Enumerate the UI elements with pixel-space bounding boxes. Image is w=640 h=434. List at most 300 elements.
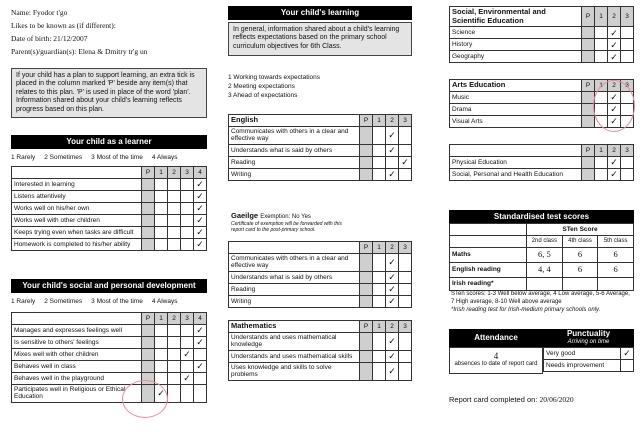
col-header: 2 [608, 145, 621, 157]
tick-cell [373, 283, 386, 295]
tick-cell [181, 361, 194, 373]
tick-cell [399, 254, 412, 272]
tick-cell [168, 215, 181, 227]
col-header: 3 [621, 80, 634, 92]
tick-cell [373, 362, 386, 380]
attendance-header: Attendance [449, 329, 543, 347]
punctuality-title: Punctuality [566, 329, 611, 338]
tick-cell [373, 295, 386, 307]
punctuality-subtitle: Arriving on time [567, 339, 610, 345]
score-value: 6 [562, 263, 598, 278]
row-label: Works well on his/her own [12, 203, 142, 215]
table-row [544, 360, 634, 372]
tick-cell [360, 156, 373, 168]
tick-cell [399, 271, 412, 283]
tick-cell: ✓ [181, 349, 194, 361]
col-header: P [142, 167, 155, 179]
header-row [12, 313, 207, 325]
row-label: Communicates with others in a clear and effective way [229, 127, 360, 145]
tick-cell [168, 361, 181, 373]
tick-cell [181, 227, 194, 239]
class-4th: 4th class [562, 236, 598, 248]
tick-cell [142, 361, 155, 373]
tick-cell: ✓ [386, 254, 399, 272]
tick-cell [373, 127, 386, 145]
tick-cell [181, 239, 194, 251]
row-label: Participates well in Religious or Ethical Education [12, 385, 142, 403]
tick-cell [373, 156, 386, 168]
row-label: Listens attentively [12, 191, 142, 203]
label-header [229, 242, 360, 254]
tick-cell [360, 168, 373, 180]
learner-header: Your child as a learner [11, 135, 207, 149]
col-header: 2 [608, 80, 621, 92]
scale-1: 1 Rarely [11, 298, 36, 305]
tick-cell [360, 283, 373, 295]
tick-cell [360, 295, 373, 307]
col-header: P [360, 242, 373, 254]
tick-cell: ✓ [194, 361, 207, 373]
table-row [12, 179, 207, 191]
col-header: P [582, 80, 595, 92]
plan-note: If your child has a plan to support learning, an extra tick is placed in the column marked 'P' beside any item(s) that relates to this plan. 'P' is used in place of the word 'plan'. Information shared about your child's learning reflects progress based on this plan. [11, 68, 207, 118]
row-label: Works well with other children [12, 215, 142, 227]
tick-cell [360, 333, 373, 351]
col-header: 1 [595, 80, 608, 92]
tick-cell [399, 144, 412, 156]
col-header: 1 [595, 145, 608, 157]
tick-cell: ✓ [194, 337, 207, 349]
tick-cell [582, 116, 595, 128]
table-row [12, 227, 207, 239]
tick-cell [155, 325, 168, 337]
scale-2: 2 Sometimes [44, 298, 83, 305]
sten-scale-note: STen scores: 1-3 Well below average, 4 Low average, 5-6 Average, 7 High average, 8-10 Well above average [451, 291, 630, 305]
tick-cell [168, 191, 181, 203]
table-row [12, 203, 207, 215]
tick-cell [373, 144, 386, 156]
scores-header: Standardised test scores [449, 210, 634, 223]
row-label: Science [450, 27, 582, 39]
row-label: Geography [450, 51, 582, 63]
tick-cell [155, 203, 168, 215]
score-label: English reading [450, 263, 527, 278]
tick-cell [360, 271, 373, 283]
tick-cell [181, 337, 194, 349]
row-label: Keeps trying even when tasks are difficult [12, 227, 142, 239]
tick-cell [399, 333, 412, 351]
tick-cell [360, 350, 373, 362]
col-header: 1 [155, 167, 168, 179]
col-header: 1 [595, 7, 608, 27]
tick-cell: ✓ [608, 92, 621, 104]
scale-2: 2 Meeting expectations [228, 83, 295, 90]
pupil-details [11, 6, 216, 58]
tick-cell [181, 191, 194, 203]
table-row [450, 39, 634, 51]
row-label: Social, Personal and Health Education [450, 169, 582, 181]
tick-cell: ✓ [386, 362, 399, 380]
class-2nd: 2nd class [527, 236, 563, 248]
tick-cell: ✓ [386, 271, 399, 283]
tick-cell [360, 127, 373, 145]
label-header [12, 167, 142, 179]
tick-cell [595, 169, 608, 181]
social-header: Your child's social and personal development [11, 279, 207, 293]
tick-cell [168, 385, 181, 403]
tick-cell [181, 325, 194, 337]
row-label: Homework is completed to his/her ability [12, 239, 142, 251]
row-label: Uses knowledge and skills to solve problems [229, 362, 360, 380]
score-value: 6 [598, 263, 634, 278]
dob-label: Date of birth: [11, 34, 52, 43]
tick-cell [142, 325, 155, 337]
social-table [11, 312, 207, 403]
tick-cell [373, 333, 386, 351]
tick-cell [386, 156, 399, 168]
learning-intro: In general, information shared about a child's learning reflects expectations based on the primary school curriculum objectives for 6th Class. [228, 22, 412, 56]
exemption-cert: Certificate of exemption will be forwarded with this report card to the post-primary school. [231, 221, 342, 233]
row-label: Manages and expresses feelings well [12, 325, 142, 337]
tick-cell [399, 283, 412, 295]
tick-cell [181, 179, 194, 191]
social-scale [11, 298, 186, 305]
tick-cell: ✓ [386, 295, 399, 307]
tick-cell: ✓ [386, 168, 399, 180]
row-label: Mixes well with other children [12, 349, 142, 361]
tick-cell [142, 337, 155, 349]
tick-cell [155, 239, 168, 251]
parents-label: Parent(s)/guardian(s): [11, 47, 77, 56]
tick-cell [155, 227, 168, 239]
tick-cell [373, 254, 386, 272]
table-row [229, 350, 412, 362]
tick-cell: ✓ [608, 51, 621, 63]
table-row [229, 295, 412, 307]
table-row [12, 215, 207, 227]
row-label: Visual Arts [450, 116, 582, 128]
tick-cell [181, 385, 194, 403]
table-row [229, 127, 412, 145]
gaeilge-title-row [231, 212, 311, 221]
tick-cell [621, 360, 634, 372]
name-line [11, 6, 216, 19]
scale-1: 1 Rarely [11, 154, 36, 161]
tick-cell [373, 271, 386, 283]
tick-cell [373, 350, 386, 362]
row-label: Behaves well in the playground [12, 373, 142, 385]
tick-cell [595, 51, 608, 63]
score-value [598, 278, 634, 291]
name-label: Name: [11, 8, 31, 17]
table-row [450, 248, 634, 263]
tick-cell: ✓ [194, 325, 207, 337]
col-header: 3 [621, 7, 634, 27]
col-header: 1 [155, 313, 168, 325]
header-row [450, 7, 634, 27]
col-header: 3 [181, 313, 194, 325]
tick-cell [399, 127, 412, 145]
completed-label: Report card completed on: [449, 395, 538, 404]
row-label: Behaves well in class [12, 361, 142, 373]
tick-cell [360, 254, 373, 272]
score-value [527, 278, 563, 291]
row-label: Communicates with others in a clear and effective way [229, 254, 360, 272]
tick-cell [142, 179, 155, 191]
col-header: P [142, 313, 155, 325]
scale-3: 3 Most of the time [91, 154, 143, 161]
tick-cell [168, 373, 181, 385]
tick-cell: ✓ [399, 156, 412, 168]
tick-cell: ✓ [608, 27, 621, 39]
header-row [229, 242, 412, 254]
table-row [450, 51, 634, 63]
tick-cell [155, 191, 168, 203]
header-row [229, 321, 412, 333]
row-label: Writing [229, 295, 360, 307]
row-label: Drama [450, 104, 582, 116]
tick-cell [621, 27, 634, 39]
punctuality-table [543, 347, 634, 372]
row-label: Is sensitive to others' feelings [12, 337, 142, 349]
table-row [12, 349, 207, 361]
row-label: Understands what is said by others [229, 144, 360, 156]
table-row [12, 385, 207, 403]
col-header: 4 [194, 167, 207, 179]
table-row [544, 348, 634, 360]
table-row [12, 325, 207, 337]
tick-cell [582, 169, 595, 181]
col-header: 3 [181, 167, 194, 179]
tick-cell: ✓ [608, 104, 621, 116]
col-header: 2 [168, 313, 181, 325]
tick-cell: ✓ [621, 348, 634, 360]
tick-cell: ✓ [194, 179, 207, 191]
tick-cell [155, 349, 168, 361]
label-header [450, 145, 582, 157]
parents-value: Elena & Dmitry tr'g un [78, 47, 148, 56]
learning-header: Your child's learning [228, 6, 412, 20]
col-header: 1 [373, 115, 386, 127]
section-title: English [229, 115, 360, 127]
tick-cell [142, 191, 155, 203]
known-as-line: Likes to be known as (if different): [11, 21, 116, 30]
scale-4: 4 Always [151, 298, 178, 305]
row-label: Understands what is said by others [229, 271, 360, 283]
exemption-text: Exemption: No Yes [260, 214, 311, 220]
score-label: Irish reading* [450, 278, 527, 291]
annotation-circle [122, 380, 168, 418]
table-row [229, 271, 412, 283]
table-row [12, 337, 207, 349]
tick-cell [621, 51, 634, 63]
row-label: Interested in learning [12, 179, 142, 191]
tick-cell: ✓ [194, 191, 207, 203]
tick-cell: ✓ [194, 227, 207, 239]
row-label: Music [450, 92, 582, 104]
tick-cell [168, 349, 181, 361]
col-header: 3 [399, 321, 412, 333]
tick-cell [155, 337, 168, 349]
tick-cell [582, 157, 595, 169]
tick-cell [142, 203, 155, 215]
completed-date: 20/06/2020 [539, 395, 574, 404]
score-value [562, 278, 598, 291]
tick-cell [168, 325, 181, 337]
pe-table [449, 144, 634, 181]
tick-cell [168, 337, 181, 349]
table-row [450, 278, 634, 291]
irish-footnote: *Irish reading test for Irish-medium primary schools only. [451, 307, 601, 313]
annotation-circle [593, 80, 635, 132]
tick-cell [194, 373, 207, 385]
attendance-value: 4 [493, 351, 499, 361]
row-label: Understands and uses mathematical knowledge [229, 333, 360, 351]
tick-cell [181, 215, 194, 227]
english-table [228, 114, 412, 181]
tick-cell [168, 179, 181, 191]
tick-cell: ✓ [608, 116, 621, 128]
row-label: Physical Education [450, 157, 582, 169]
sten-header: STen Score [527, 224, 634, 236]
dob-line [11, 32, 216, 45]
section-title: Mathematics [229, 321, 360, 333]
scale-2: 2 Sometimes [44, 154, 83, 161]
tick-cell [155, 179, 168, 191]
tick-cell [595, 157, 608, 169]
tick-cell [621, 39, 634, 51]
label-header [12, 313, 142, 325]
tick-cell: ✓ [386, 333, 399, 351]
col-header: 2 [386, 115, 399, 127]
tick-cell: ✓ [386, 144, 399, 156]
scores-table [449, 223, 634, 291]
tick-cell [194, 349, 207, 361]
table-row [12, 191, 207, 203]
row-label: Reading [229, 156, 360, 168]
section-title: Arts Education [450, 80, 582, 92]
score-label: Maths [450, 248, 527, 263]
col-header: 2 [386, 242, 399, 254]
col-header: 2 [386, 321, 399, 333]
header-row [12, 167, 207, 179]
col-header: 2 [168, 167, 181, 179]
row-label: History [450, 39, 582, 51]
gaeilge-title: Gaeilge [231, 211, 259, 220]
completed-line [449, 396, 574, 405]
tick-cell [142, 239, 155, 251]
punctuality-label: Needs improvement [544, 360, 621, 372]
table-row [229, 254, 412, 272]
col-header: P [360, 115, 373, 127]
table-row [229, 156, 412, 168]
tick-cell [399, 295, 412, 307]
tick-cell [142, 349, 155, 361]
tick-cell: ✓ [386, 350, 399, 362]
tick-cell [582, 51, 595, 63]
col-header: P [582, 7, 595, 27]
table-row [229, 168, 412, 180]
table-row [450, 157, 634, 169]
col-header: 1 [373, 242, 386, 254]
sese-table [449, 6, 634, 63]
section-title: Social, Environmental and Scientific Education [450, 7, 582, 27]
tick-cell: ✓ [386, 283, 399, 295]
table-row [229, 283, 412, 295]
table-row [229, 144, 412, 156]
tick-cell [194, 385, 207, 403]
tick-cell [142, 227, 155, 239]
score-value: 6 [562, 248, 598, 263]
col-header: 3 [621, 145, 634, 157]
table-row [229, 362, 412, 380]
class-5th: 5th class [598, 236, 634, 248]
row-label: Understands and uses mathematical skills [229, 350, 360, 362]
col-header: P [582, 145, 595, 157]
tick-cell [168, 227, 181, 239]
tick-cell [168, 239, 181, 251]
tick-cell [399, 168, 412, 180]
row-label: Reading [229, 283, 360, 295]
tick-cell: ✓ [608, 39, 621, 51]
tick-cell [360, 362, 373, 380]
header-row [229, 115, 412, 127]
col-header: 2 [608, 7, 621, 27]
tick-cell: ✓ [181, 373, 194, 385]
tick-cell [142, 215, 155, 227]
parents-line [11, 45, 216, 58]
tick-cell: ✓ [194, 239, 207, 251]
tick-cell: ✓ [194, 215, 207, 227]
scale-3: 3 Ahead of expectations [228, 92, 298, 99]
punctuality-label: Very good [544, 348, 621, 360]
col-header: 4 [194, 313, 207, 325]
table-row [450, 27, 634, 39]
tick-cell [155, 361, 168, 373]
tick-cell [582, 27, 595, 39]
col-header: 3 [399, 242, 412, 254]
scale-3: 3 Most of the time [91, 298, 143, 305]
table-row [12, 373, 207, 385]
learning-scale [228, 73, 320, 100]
tick-cell [595, 27, 608, 39]
tick-cell [373, 168, 386, 180]
tick-cell [168, 203, 181, 215]
score-value: 4, 4 [527, 263, 563, 278]
col-header: 1 [373, 321, 386, 333]
table-row [450, 263, 634, 278]
tick-cell: ✓ [386, 127, 399, 145]
pupil-name: Fyodor t'go [32, 8, 68, 17]
sten-note [451, 290, 634, 314]
maths-table [228, 320, 412, 381]
tick-cell: ✓ [608, 157, 621, 169]
tick-cell [399, 350, 412, 362]
dob-value: 21/12/2007 [53, 34, 88, 43]
row-label: Writing [229, 168, 360, 180]
tick-cell [155, 215, 168, 227]
header-row [450, 145, 634, 157]
col-header: 3 [399, 115, 412, 127]
score-value: 6, 5 [527, 248, 563, 263]
tick-cell: ✓ [194, 203, 207, 215]
table-row [450, 169, 634, 181]
table-row [12, 239, 207, 251]
gaeilge-table [228, 241, 412, 308]
tick-cell [595, 39, 608, 51]
tick-cell: ✓ [155, 385, 168, 403]
tick-cell [181, 203, 194, 215]
